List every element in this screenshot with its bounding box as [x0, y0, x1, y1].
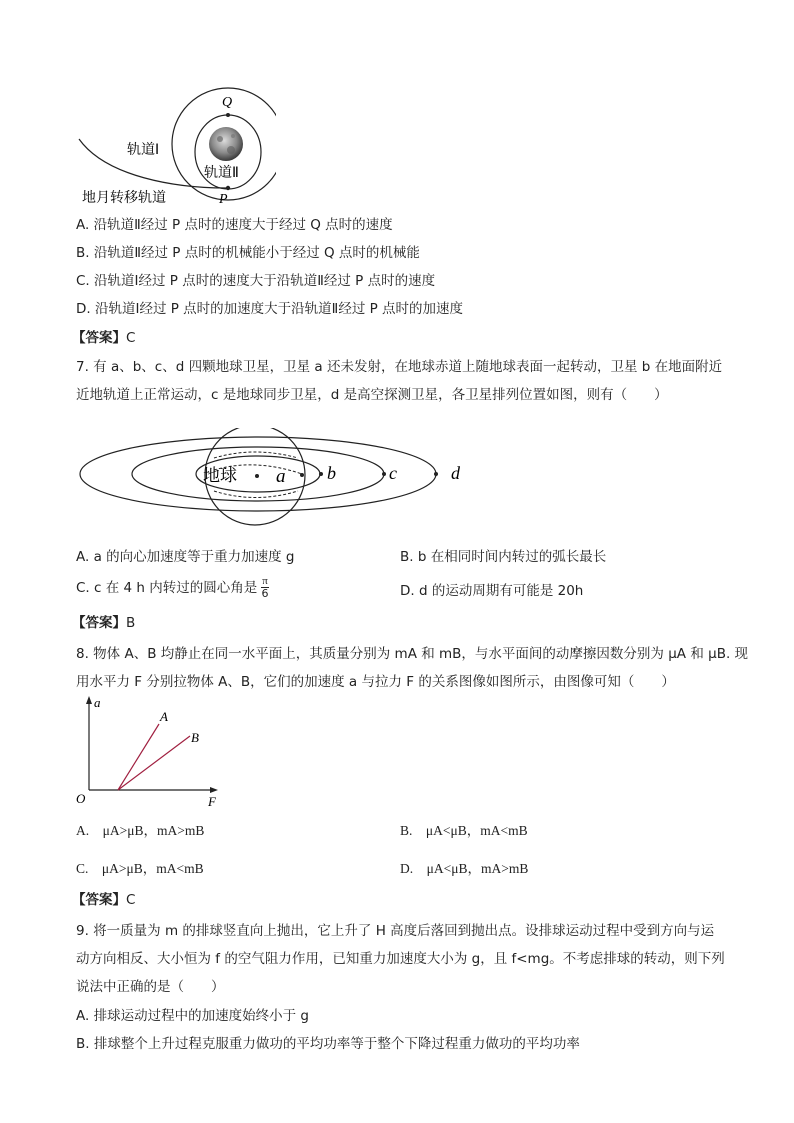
label-p: P	[219, 192, 228, 207]
label-orbit-2: 轨道Ⅱ	[204, 165, 239, 181]
q8-stem-line2: 用水平力 F 分别拉物体 A、B，它们的加速度 a 与拉力 F 的关系图像如图所示，由图像可知（ ）	[76, 674, 675, 690]
q8-option-d: D. μA<μB，mA>mB	[400, 861, 529, 876]
fraction	[261, 575, 269, 600]
fraction-numerator: π	[262, 575, 268, 587]
label-earth: 地球	[203, 466, 237, 486]
q7-option-d: D. d 的运动周期有可能是 20h	[400, 583, 584, 599]
answer-label: 【答案】	[72, 615, 126, 631]
point-p	[226, 186, 230, 190]
label-q: Q	[222, 95, 233, 110]
q9-stem-line1: 9. 将一质量为 m 的排球竖直向上抛出，它上升了 H 高度后落回到抛出点。设排球运动过程中受到方向与运	[76, 923, 715, 939]
answer-value: B	[126, 615, 136, 631]
label-f-axis: F	[208, 794, 216, 809]
q7-stem-line2: 近地轨道上正常运动，c 是地球同步卫星，d 是高空探测卫星，各卫星排列位置如图，则有（ ）	[76, 387, 668, 403]
satellite-a	[300, 473, 304, 477]
answer-value: C	[126, 892, 136, 908]
q8-option-a: A. μA>μB，mA>mB	[76, 823, 205, 838]
label-transfer-orbit: 地月转移轨道	[82, 190, 166, 206]
q6-option-d: D. 沿轨道Ⅰ经过 P 点时的加速度大于沿轨道Ⅱ经过 P 点时的加速度	[76, 301, 464, 317]
satellite-d	[434, 472, 438, 476]
answer-label: 【答案】	[72, 330, 126, 346]
answer-label: 【答案】	[72, 892, 126, 908]
y-axis-arrow	[86, 696, 92, 704]
equator-back	[214, 452, 298, 458]
label-a-axis: a	[94, 695, 101, 710]
moon-crater	[217, 136, 223, 142]
q9-stem-line3: 说法中正确的是（ ）	[76, 979, 225, 995]
q6-option-a: A. 沿轨道Ⅱ经过 P 点时的速度大于经过 Q 点时的速度	[76, 217, 393, 233]
line-a	[118, 724, 159, 790]
q7-option-a: A. a 的向心加速度等于重力加速度 g	[76, 549, 295, 565]
satellite-c	[382, 472, 386, 476]
label-line-a: A	[160, 709, 168, 724]
label-a: a	[276, 466, 286, 487]
label-c: c	[389, 463, 397, 483]
earth-center	[255, 474, 259, 478]
q9-option-a: A. 排球运动过程中的加速度始终小于 g	[76, 1008, 309, 1024]
satellite-b	[319, 472, 323, 476]
point-q	[226, 113, 230, 117]
q7-option-c	[76, 575, 269, 600]
q6-option-b: B. 沿轨道Ⅱ经过 P 点时的机械能小于经过 Q 点时的机械能	[76, 245, 420, 261]
answer-value: C	[126, 330, 136, 346]
label-b: b	[327, 463, 336, 483]
force-acceleration-graph	[72, 694, 232, 812]
q6-option-c: C. 沿轨道Ⅰ经过 P 点时的速度大于沿轨道Ⅱ经过 P 点时的速度	[76, 273, 436, 289]
q9-stem-line2: 动方向相反、大小恒为 f 的空气阻力作用，已知重力加速度大小为 g，且 f<mg。不考虑排球的转动，则下列	[76, 951, 725, 967]
label-orbit-1: 轨道Ⅰ	[127, 142, 160, 158]
q7-option-b: B. b 在相同时间内转过的弧长最长	[400, 549, 607, 565]
fraction-denominator: 6	[261, 587, 269, 600]
satellite-figure	[78, 428, 478, 528]
q7-option-c-text: C. c 在 4 h 内转过的圆心角是	[76, 579, 258, 596]
orbit-c	[132, 447, 384, 501]
q7-answer	[72, 614, 135, 632]
label-d: d	[451, 463, 460, 483]
label-line-b: B	[191, 730, 199, 745]
q7-stem-line1: 7. 有 a、b、c、d 四颗地球卫星，卫星 a 还未发射，在地球赤道上随地球表面一起转动，卫星 b 在地面附近	[76, 359, 723, 375]
q9-option-b: B. 排球整个上升过程克服重力做功的平均功率等于整个下降过程重力做功的平均功率	[76, 1036, 580, 1052]
x-axis-arrow	[210, 787, 218, 793]
q8-option-b: B. μA<μB，mA<mB	[400, 823, 528, 838]
q8-answer	[72, 891, 135, 909]
q6-answer	[72, 329, 135, 347]
line-b	[118, 736, 190, 790]
label-origin: O	[76, 791, 86, 806]
moon-icon	[209, 127, 243, 161]
q8-option-c: C. μA>μB，mA<mB	[76, 861, 204, 876]
orbit-figure	[76, 82, 276, 207]
moon-crater	[231, 134, 235, 138]
moon-crater	[227, 146, 235, 154]
q8-stem-line1: 8. 物体 A、B 均静止在同一水平面上，其质量分别为 mA 和 mB，与水平面间的动摩擦因数分别为 μA 和 μB. 现	[76, 646, 749, 662]
